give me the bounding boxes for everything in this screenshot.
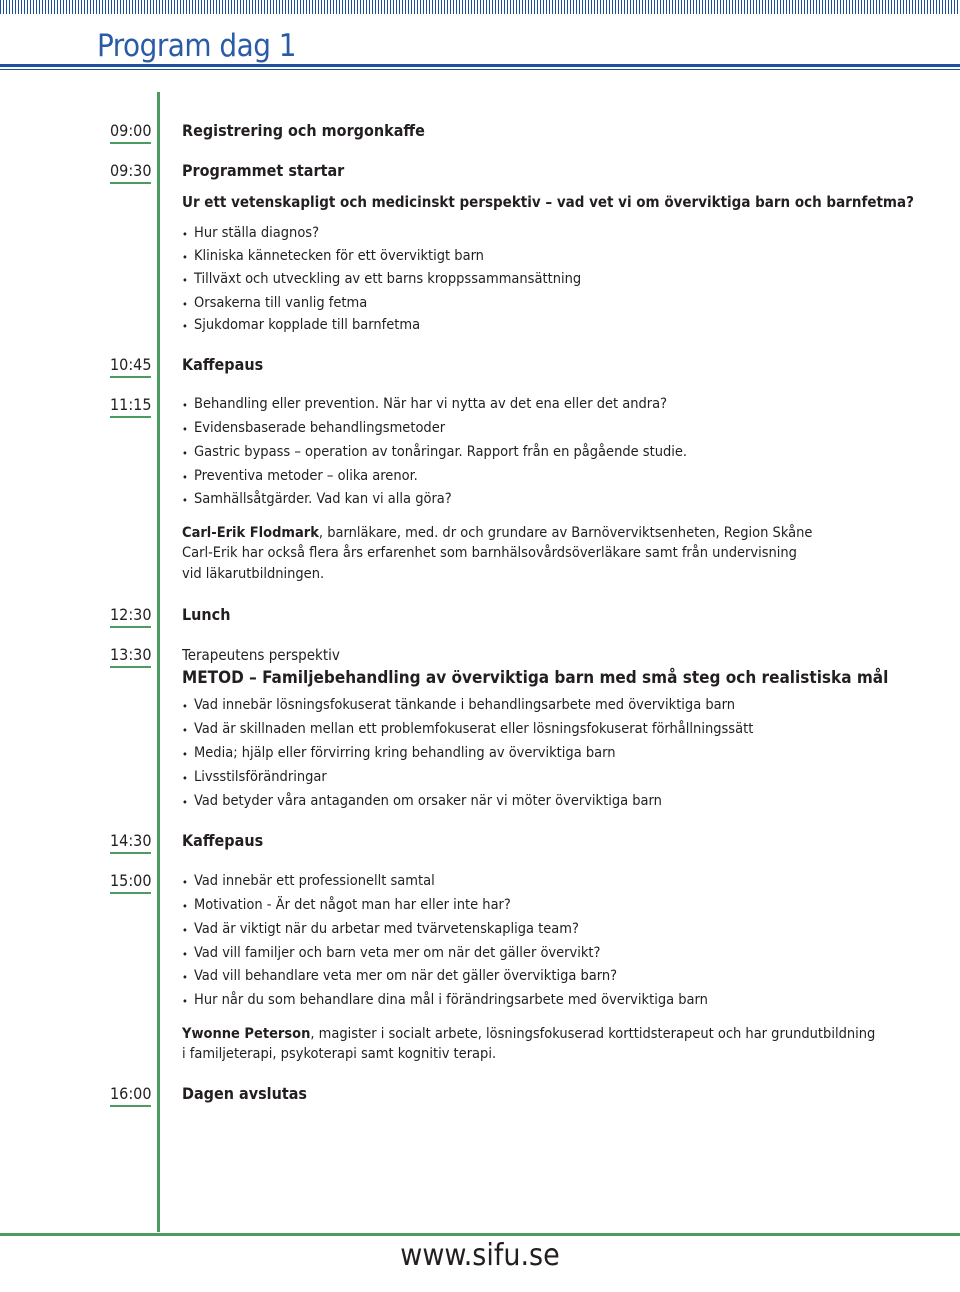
list-item: • Vad vill behandlare veta mer om när det gäller överviktiga barn? xyxy=(182,969,617,985)
page-title: Program dag 1 xyxy=(97,28,296,64)
list-item: • Tillväxt och utveckling av ett barns kroppssammansättning xyxy=(182,272,581,288)
session-subtitle: Ur ett vetenskapligt och medicinskt perspektiv – vad vet vi om överviktiga barn och barnfetma? xyxy=(182,193,914,211)
bottom-rule xyxy=(0,1233,960,1236)
time-1430: 14:30 xyxy=(110,832,151,854)
time-1330: 13:30 xyxy=(110,646,151,668)
session-title: Dagen avslutas xyxy=(182,1084,307,1103)
speaker-role: , barnläkare, med. dr och grundare av Barnöverviktsenheten, Region Skåne xyxy=(318,525,813,541)
list-item: • Motivation - Är det något man har eller inte har? xyxy=(182,898,511,914)
title-rule-thin xyxy=(0,69,960,70)
list-item: • Hur ställa diagnos? xyxy=(182,226,319,242)
list-item: • Vad är skillnaden mellan ett problemfokuserat eller lösningsfokuserat förhållningssätt xyxy=(182,722,753,738)
list-item: • Gastric bypass – operation av tonåringar. Rapport från en pågående studie. xyxy=(182,445,687,461)
list-item: • Preventiva metoder – olika arenor. xyxy=(182,469,418,485)
speaker-line xyxy=(182,526,812,542)
session-title: Terapeutens perspektiv xyxy=(182,646,340,664)
time-1115: 11:15 xyxy=(110,396,151,418)
list-item: • Vad vill familjer och barn veta mer om när det gäller övervikt? xyxy=(182,946,600,962)
time-1500: 15:00 xyxy=(110,872,151,894)
time-0900: 09:00 xyxy=(110,122,151,144)
session-title: Kaffepaus xyxy=(182,355,264,374)
list-item: • Vad innebär ett professionellt samtal xyxy=(182,874,435,890)
speaker-role: , magister i socialt arbete, lösningsfokuserad korttidsterapeut och har grundutbildning xyxy=(310,1026,876,1042)
list-item: • Kliniska kännetecken för ett överviktigt barn xyxy=(182,249,484,265)
list-item: • Media; hjälp eller förvirring kring behandling av överviktiga barn xyxy=(182,746,615,762)
speaker-bio: Carl-Erik har också flera års erfarenhet som barnhälsovårdsöverläkare samt från undervisning xyxy=(182,545,797,561)
session-subtitle: METOD – Familjebehandling av överviktiga barn med små steg och realistiska mål xyxy=(182,668,889,688)
session-title: Lunch xyxy=(182,605,231,624)
footer-url[interactable]: www.sifu.se xyxy=(400,1238,560,1273)
time-1600: 16:00 xyxy=(110,1085,151,1107)
list-item: • Samhällsåtgärder. Vad kan vi alla göra? xyxy=(182,492,452,508)
list-item: • Hur når du som behandlare dina mål i förändringsarbete med överviktiga barn xyxy=(182,993,708,1009)
time-0930: 09:30 xyxy=(110,162,151,184)
list-item: • Livsstilsförändringar xyxy=(182,770,327,786)
top-stripe xyxy=(0,0,960,14)
timeline-divider xyxy=(157,92,160,1232)
time-1230: 12:30 xyxy=(110,606,151,628)
speaker-name: Ywonne Peterson xyxy=(182,1026,311,1042)
list-item: • Orsakerna till vanlig fetma xyxy=(182,296,367,312)
session-title: Programmet startar xyxy=(182,161,345,180)
list-item: • Vad är viktigt när du arbetar med tvärvetenskapliga team? xyxy=(182,922,579,938)
speaker-bio: i familjeterapi, psykoterapi samt kognitiv terapi. xyxy=(182,1046,497,1062)
speaker-line xyxy=(182,1027,875,1043)
session-title: Registrering och morgonkaffe xyxy=(182,121,425,140)
list-item: • Evidensbaserade behandlingsmetoder xyxy=(182,421,445,437)
title-rule xyxy=(0,64,960,67)
list-item: • Sjukdomar kopplade till barnfetma xyxy=(182,318,420,334)
session-title: Kaffepaus xyxy=(182,831,264,850)
list-item: • Behandling eller prevention. När har vi nytta av det ena eller det andra? xyxy=(182,397,667,413)
list-item: • Vad innebär lösningsfokuserat tänkande i behandlingsarbete med överviktiga barn xyxy=(182,698,735,714)
time-1045: 10:45 xyxy=(110,356,151,378)
speaker-bio: vid läkarutbildningen. xyxy=(182,566,325,582)
list-item: • Vad betyder våra antaganden om orsaker när vi möter överviktiga barn xyxy=(182,794,662,810)
speaker-name: Carl-Erik Flodmark xyxy=(182,525,319,541)
